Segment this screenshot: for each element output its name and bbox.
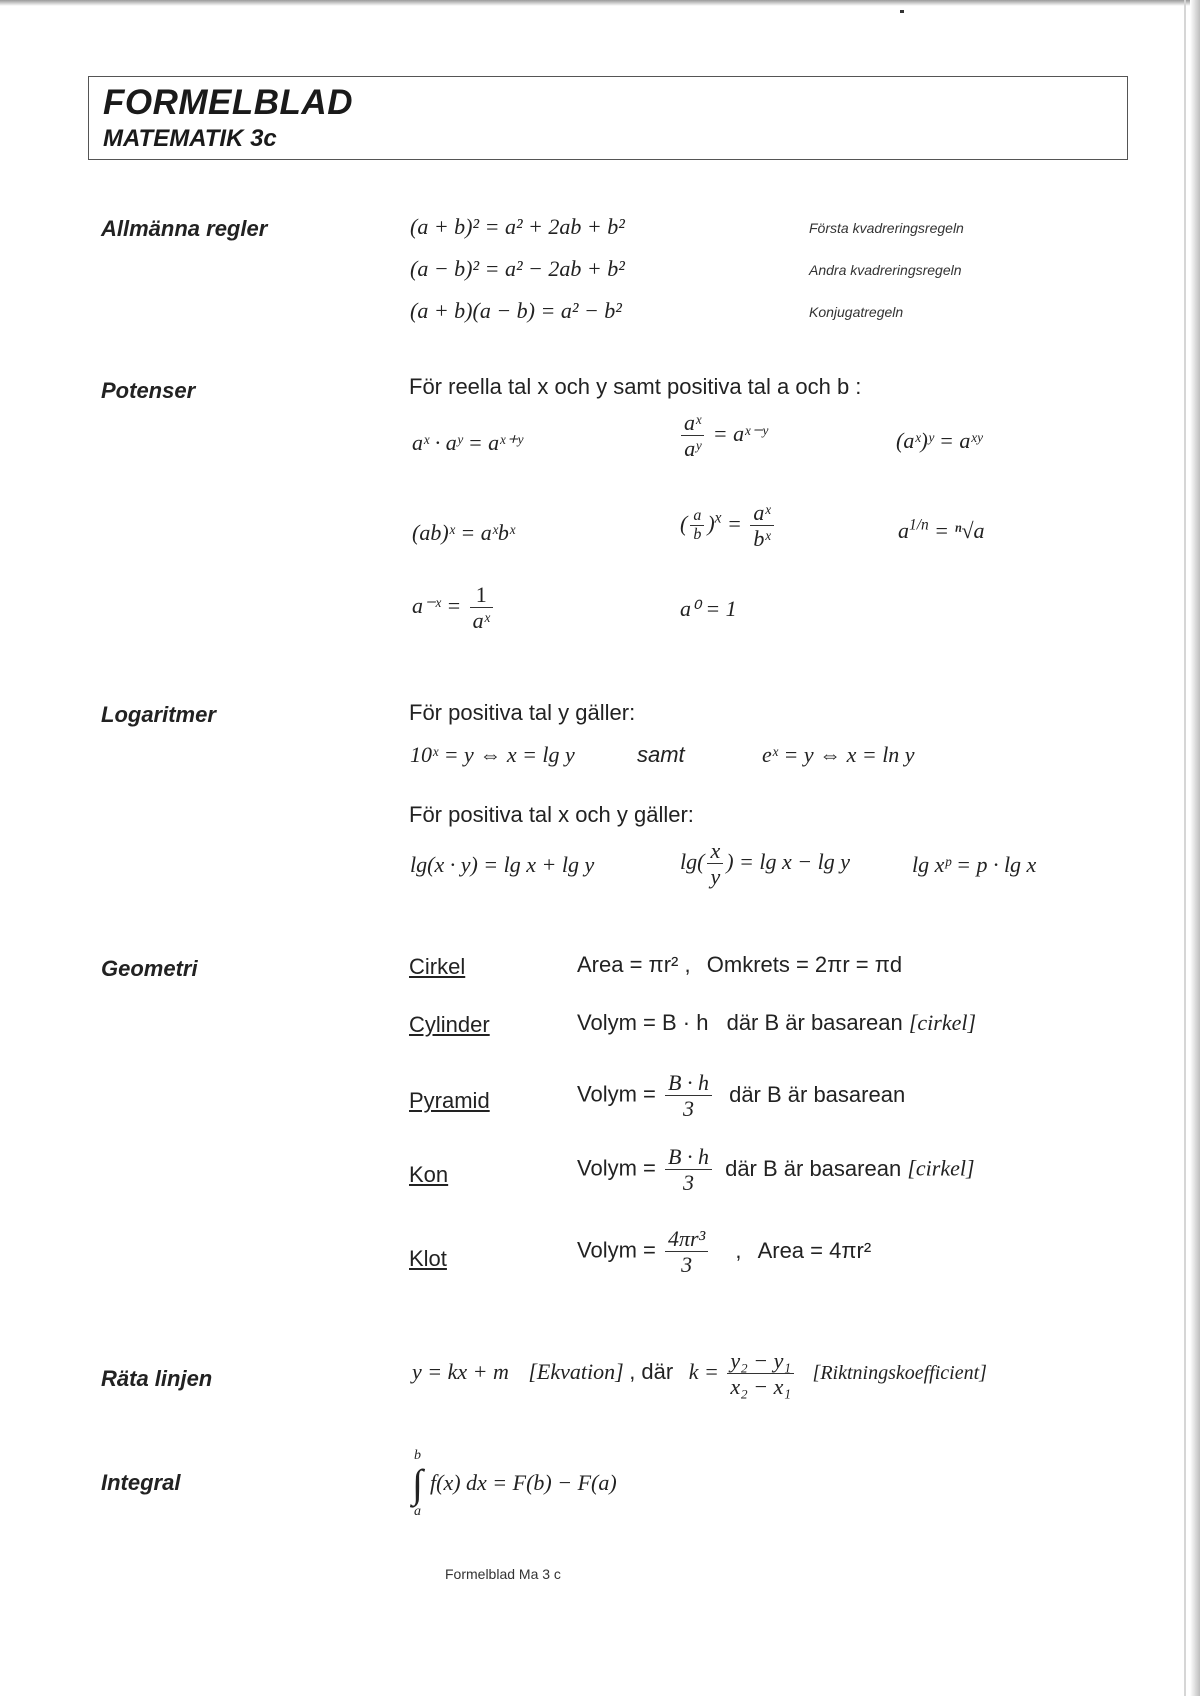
- formula-pow-div: [678, 410, 768, 462]
- lhs: lg(: [680, 848, 705, 874]
- section-label-allmanna: Allmänna regler: [101, 216, 268, 241]
- formula-neg-exp: [412, 582, 496, 634]
- fraction: [665, 1070, 712, 1122]
- section-label-integral: Integral: [101, 1470, 181, 1495]
- fraction: [665, 1226, 708, 1278]
- formula-first-square: (a + b)² = a² + 2ab + b²: [410, 214, 625, 239]
- pyramid-base-note: där B är basarean: [729, 1081, 906, 1107]
- cylinder-bracket: [cirkel]: [908, 1010, 977, 1035]
- formula-pow-pow: (aˣ)ʸ = aˣʸ: [896, 428, 983, 453]
- formula-lg-prod: lg(x · y) = lg x + lg y: [410, 852, 595, 877]
- fraction: [750, 500, 773, 552]
- denominator: b: [690, 525, 704, 544]
- kon-formula: [577, 1144, 975, 1196]
- shape-pyramid: Pyramid: [409, 1088, 490, 1113]
- formula-lg-pow: lg xᵖ = p · lg x: [912, 852, 1037, 877]
- cirkel-omkrets: Omkrets = 2πr = πd: [706, 952, 903, 977]
- scan-edge-line: [1184, 0, 1186, 1696]
- formula-second-square: (a − b)² = a² − 2ab + b²: [410, 256, 625, 281]
- formula-line: [412, 1348, 987, 1400]
- fraction: [690, 507, 704, 545]
- lead: Volym =: [577, 1155, 656, 1181]
- lead: Volym =: [577, 1237, 656, 1263]
- separator: ,: [684, 952, 691, 977]
- denominator: aˣ: [470, 607, 493, 633]
- scan-speck: [900, 10, 904, 13]
- integral-sign-icon: ∫: [412, 1461, 423, 1506]
- scan-edge-top: [0, 0, 1200, 6]
- numerator: 4πr³: [668, 1226, 706, 1251]
- formula-pow-mult: aˣ · aʸ = aˣ⁺ʸ: [412, 430, 523, 455]
- lead: Volym =: [577, 1081, 656, 1107]
- rhs: = ⁿ√a: [934, 518, 985, 543]
- cylinder-formula: [577, 1010, 976, 1036]
- cylinder-volume: Volym = B · h: [577, 1010, 709, 1035]
- numerator: x: [710, 838, 721, 863]
- numerator: B · h: [668, 1144, 709, 1169]
- header-box: [88, 76, 1128, 160]
- page-title: FORMELBLAD: [103, 83, 353, 122]
- shape-cylinder: Cylinder: [409, 1012, 490, 1037]
- denominator: x₂ − x₁: [727, 1373, 794, 1399]
- numerator: y₂ − y₁: [730, 1348, 792, 1373]
- cirkel-area: Area = πr²: [577, 952, 679, 977]
- section-label-geometri: Geometri: [101, 956, 198, 981]
- numerator: aˣ: [684, 410, 702, 435]
- formula-ln-def: eˣ = y ⇔ x = ln y: [762, 742, 915, 767]
- exponent: 1/n: [909, 516, 929, 534]
- log-intro-2: För positiva tal x och y gäller:: [409, 802, 694, 827]
- klot-area: Area = 4πr²: [757, 1237, 872, 1263]
- line-equation: y = kx + m: [412, 1358, 509, 1384]
- page-subtitle: MATEMATIK 3c: [103, 125, 277, 152]
- riktningskoefficient-bracket: [Riktningskoefficient]: [812, 1361, 987, 1384]
- numerator: aˣ: [753, 500, 771, 525]
- formula-zero-exp: a⁰ = 1: [680, 596, 737, 621]
- denominator: 3: [665, 1169, 712, 1195]
- lhs: a⁻ˣ =: [412, 592, 462, 618]
- pyramid-formula: [577, 1070, 905, 1122]
- shape-klot: Klot: [409, 1246, 447, 1271]
- note-second-square: Andra kvadreringsregeln: [809, 262, 962, 278]
- formula-lg-quot: [680, 838, 850, 890]
- denominator: bˣ: [750, 525, 773, 551]
- formula-conjugate: (a + b)(a − b) = a² − b²: [410, 298, 622, 323]
- numerator: a: [693, 506, 702, 524]
- section-label-logaritmer: Logaritmer: [101, 702, 216, 727]
- kon-bracket: [cirkel]: [907, 1155, 975, 1181]
- denominator: 3: [665, 1251, 708, 1277]
- klot-formula: [577, 1226, 871, 1278]
- formula-lg-def: 10ˣ = y ⇔ x = lg y: [410, 742, 575, 767]
- rhs: ) = lg x − lg y: [726, 848, 850, 874]
- dar-text: , där: [629, 1358, 674, 1384]
- integral-lower-limit: a: [414, 1504, 421, 1519]
- page-footer: Formelblad Ma 3 c: [445, 1566, 561, 1582]
- section-label-rata-linjen: Räta linjen: [101, 1366, 213, 1391]
- formula-pow-prod: (ab)ˣ = aˣbˣ: [412, 520, 516, 545]
- cirkel-formula: [577, 952, 902, 978]
- log-intro-1: För positiva tal y gäller:: [409, 700, 636, 725]
- cylinder-base-note: där B är basarean: [726, 1010, 903, 1035]
- fraction: [681, 410, 704, 462]
- denominator: aʸ: [681, 435, 704, 461]
- denominator: 3: [665, 1095, 712, 1121]
- exponent: x: [714, 509, 722, 527]
- fraction: [470, 582, 493, 634]
- shape-cirkel: Cirkel: [409, 954, 466, 979]
- fraction: [707, 838, 723, 890]
- integral-formula: f(x) dx = F(b) − F(a): [430, 1470, 617, 1495]
- kon-base-note: där B är basarean: [725, 1155, 902, 1181]
- numerator: 1: [475, 582, 487, 607]
- integral-upper-limit: b: [414, 1448, 421, 1463]
- formula-root: [898, 518, 985, 544]
- note-conjugate: Konjugatregeln: [809, 304, 904, 320]
- section-label-potenser: Potenser: [101, 378, 196, 403]
- numerator: B · h: [668, 1070, 709, 1095]
- shape-kon: Kon: [409, 1162, 449, 1187]
- base: a: [898, 518, 909, 543]
- rhs: = aˣ⁻ʸ: [712, 420, 768, 446]
- note-first-square: Första kvadreringsregeln: [809, 220, 964, 236]
- scan-edge-right: [1190, 0, 1200, 1696]
- denominator: y: [707, 863, 723, 889]
- formula-pow-quot: ( $\frac{a}{b}$ )$^x$ = $\frac{\text{aˣ}}{\text{bˣ}}$: [680, 500, 777, 552]
- k-lhs: k =: [688, 1358, 719, 1384]
- ekvation-bracket: [Ekvation]: [528, 1358, 624, 1384]
- samt-text: samt: [637, 742, 685, 767]
- potenser-intro: För reella tal x och y samt positiva tal a och b :: [409, 374, 862, 399]
- fraction: [665, 1144, 712, 1196]
- separator: ,: [735, 1237, 742, 1263]
- slope-fraction: [727, 1348, 794, 1400]
